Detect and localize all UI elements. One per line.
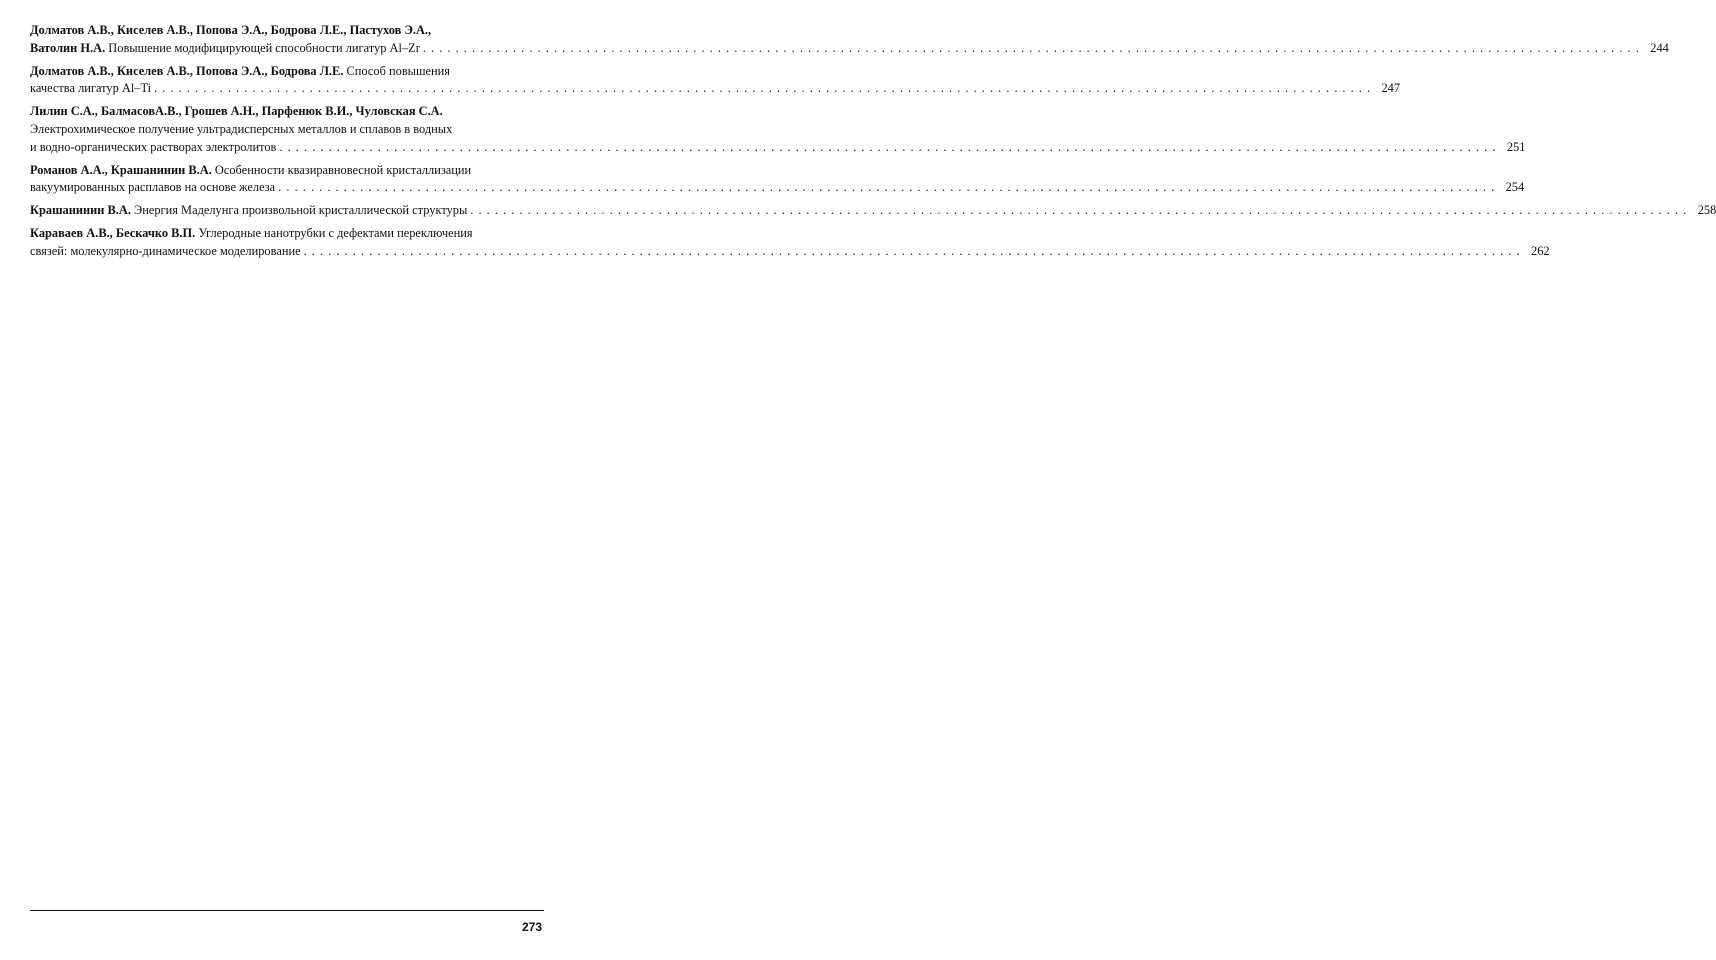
toc-entry[interactable] [30, 202, 1716, 220]
toc-entry-line [30, 103, 544, 121]
dot-leader [470, 202, 1687, 220]
dot-leader [304, 243, 1521, 261]
toc-entry[interactable] [30, 225, 1550, 261]
toc-entry-authors: Ватолин Н.А. [30, 40, 106, 55]
toc-entry-line [30, 80, 1401, 98]
toc-entry-authors: Долматов А.В., Киселев А.В., Попова Э.А., Бодрова Л.Е., Пастухов Э.А., [30, 23, 432, 37]
toc-entry[interactable] [30, 22, 1669, 58]
toc-entry-page: 244 [1650, 40, 1669, 55]
toc-entry-page: 254 [1505, 180, 1525, 195]
toc-entry-line [30, 202, 1716, 220]
toc-entry-title: Электрохимическое получение ультрадисперсных металлов и сплавов в водных [30, 121, 453, 136]
toc-entry-page: 262 [1531, 243, 1550, 258]
toc-entry-line [30, 121, 544, 139]
dot-leader [423, 40, 1640, 58]
dot-leader [278, 179, 1495, 197]
toc-entry-authors: Долматов А.В., Киселев А.В., Попова Э.А., Бодрова Л.Е. [30, 63, 344, 78]
toc-entry-title: Способ повышения [343, 63, 451, 78]
toc-entry[interactable] [30, 103, 1526, 156]
toc-entry-authors: Лилин С.А., БалмасовА.В., Грошев А.Н., Парфенюк В.И., Чуловская С.А. [30, 104, 443, 119]
dot-leader [154, 80, 1371, 98]
toc-entry-title: Углеродные нанотрубки с дефектами переключения [195, 225, 473, 240]
toc-entry-title: Повышение модифицирующей способности лигатур Al–Zr [105, 40, 420, 55]
footer-divider [30, 910, 544, 911]
toc-entry[interactable] [30, 63, 1401, 99]
toc-entry-line [30, 243, 1550, 261]
toc-entry-title: качества лигатур Al–Ti [30, 81, 152, 96]
page-number: 273 [521, 920, 542, 934]
toc-entry-title: связей: молекулярно-динамическое моделирование [30, 243, 301, 258]
toc-entry-title: и водно-органических растворах электролитов [30, 139, 277, 154]
toc-entry-authors: Романов А.А., Крашанинин В.А. [30, 162, 212, 177]
toc-entry-line [30, 225, 544, 243]
toc-entry-line [30, 179, 1525, 197]
toc-entry-page: 258 [1697, 203, 1716, 218]
toc-entry[interactable] [30, 162, 1525, 198]
toc-entry-line [30, 22, 544, 40]
toc-entry-line [30, 162, 544, 180]
toc-entry-line [30, 40, 1669, 58]
toc-entry-title: Энергия Маделунга произвольной кристаллической структуры [130, 203, 468, 218]
toc-entry-page: 247 [1381, 81, 1401, 96]
toc-entry-title: вакуумированных расплавов на основе железа [30, 180, 276, 195]
toc-entry-line [30, 63, 544, 81]
toc-entry-title: Особенности квазиравновесной кристаллизации [211, 162, 472, 177]
toc-entry-authors: Крашанинин В.А. [30, 203, 131, 218]
toc-entry-page: 251 [1506, 139, 1526, 154]
toc-entry-line [30, 139, 1526, 157]
toc-entry-authors: Караваев А.В., Бескачко В.П. [30, 225, 196, 240]
table-of-contents [30, 22, 1716, 266]
dot-leader [279, 139, 1496, 157]
